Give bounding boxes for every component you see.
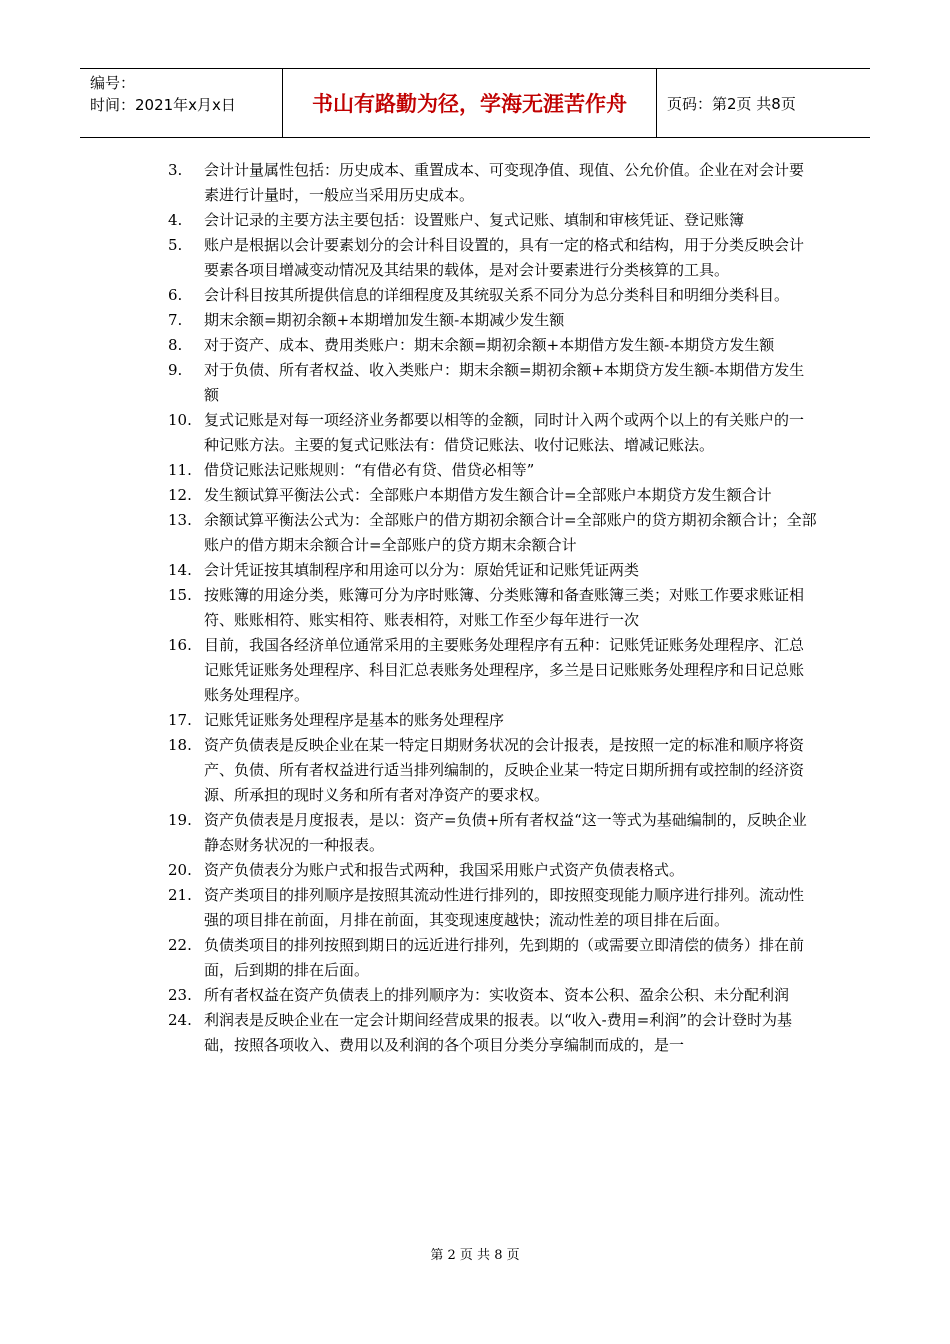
- list-item: [168, 1008, 818, 1058]
- item-number: 20.: [168, 861, 192, 879]
- item-text: 记账凭证账务处理程序是基本的账务处理程序: [204, 711, 505, 729]
- list-item: [168, 583, 818, 633]
- list-item: [168, 883, 818, 933]
- item-number: 5.: [168, 236, 183, 254]
- list-item: [168, 708, 818, 733]
- item-number: 21.: [168, 886, 192, 904]
- item-text: 会计计量属性包括：历史成本、重置成本、可变现净值、现值、公允价值。企业在对会计要素进行计量时，一般应当采用历史成本。: [204, 161, 805, 204]
- time-label: 时间：2021年x月x日: [90, 96, 236, 114]
- item-number: 15.: [168, 586, 192, 604]
- item-number: 12.: [168, 486, 192, 504]
- list-item: [168, 858, 818, 883]
- list-item: [168, 458, 818, 483]
- header-meta: [80, 69, 282, 137]
- item-text: 账户是根据以会计要素划分的会计科目设置的，具有一定的格式和结构，用于分类反映会计要素各项目增减变动情况及其结果的载体，是对会计要素进行分类核算的工具。: [204, 236, 805, 279]
- item-number: 3.: [168, 161, 183, 179]
- item-text: 负债类项目的排列按照到期日的远近进行排列，先到期的（或需要立即清偿的债务）排在前面，后到期的排在后面。: [204, 936, 805, 979]
- document-body: [168, 158, 818, 1058]
- item-text: 资产负债表是月度报表，是以：资产=负债+所有者权益“这一等式为基础编制的，反映企业静态财务状况的一种报表。: [204, 811, 807, 854]
- item-text: 资产负债表分为账户式和报告式两种，我国采用账户式资产负债表格式。: [204, 861, 685, 879]
- item-number: 13.: [168, 511, 192, 529]
- item-number: 16.: [168, 636, 192, 654]
- item-number: 24.: [168, 1011, 192, 1029]
- item-text: 会计记录的主要方法主要包括：设置账户、复式记账、填制和审核凭证、登记账簿: [204, 211, 745, 229]
- item-text: 期末余额=期初余额+本期增加发生额-本期减少发生额: [204, 311, 565, 329]
- list-item: [168, 308, 818, 333]
- list-item: [168, 633, 818, 708]
- item-text: 发生额试算平衡法公式：全部账户本期借方发生额合计=全部账户本期贷方发生额合计: [204, 486, 772, 504]
- list-item: [168, 983, 818, 1008]
- item-number: 4.: [168, 211, 183, 229]
- item-text: 会计凭证按其填制程序和用途可以分为：原始凭证和记账凭证两类: [204, 561, 640, 579]
- list-item: [168, 558, 818, 583]
- item-number: 9.: [168, 361, 183, 379]
- item-text: 借贷记账法记账规则：“有借必有贷、借贷必相等”: [204, 461, 535, 479]
- page-indicator: 页码：第2页 共8页: [667, 94, 796, 113]
- item-number: 22.: [168, 936, 192, 954]
- item-text: 资产负债表是反映企业在某一特定日期财务状况的会计报表，是按照一定的标准和顺序将资产、负债、所有者权益进行适当排列编制的，反映企业某一特定日期所拥有或控制的经济资源、所承担的现时义务和所有者对净资产的要求权。: [204, 736, 805, 804]
- code-label: 编号：: [90, 74, 136, 92]
- item-number: 11.: [168, 461, 192, 479]
- item-number: 19.: [168, 811, 192, 829]
- list-item: [168, 933, 818, 983]
- list-item: [168, 808, 818, 858]
- list-item: [168, 283, 818, 308]
- list-item: [168, 158, 818, 208]
- item-number: 23.: [168, 986, 192, 1004]
- page-footer: 第 2 页 共 8 页: [430, 1248, 520, 1263]
- item-number: 7.: [168, 311, 183, 329]
- item-number: 6.: [168, 286, 183, 304]
- item-text: 资产类项目的排列顺序是按照其流动性进行排列的，即按照变现能力顺序进行排列。流动性强的项目排在前面，月排在前面，其变现速度越快；流动性差的项目排在后面。: [204, 886, 805, 929]
- list-item: [168, 233, 818, 283]
- item-text: 所有者权益在资产负债表上的排列顺序为：实收资本、资本公积、盈余公积、未分配利润: [204, 986, 790, 1004]
- list-item: [168, 483, 818, 508]
- item-number: 8.: [168, 336, 183, 354]
- list-item: [168, 408, 818, 458]
- item-text: 余额试算平衡法公式为：全部账户的借方期初余额合计=全部账户的贷方期初余额合计；全部账户的借方期末余额合计=全部账户的贷方期末余额合计: [204, 511, 817, 554]
- item-text: 利润表是反映企业在一定会计期间经营成果的报表。以“收入-费用=利润”的会计登时为基础，按照各项收入、费用以及利润的各个项目分类分享编制而成的，是一: [204, 1011, 792, 1054]
- list-item: [168, 508, 818, 558]
- item-text: 会计科目按其所提供信息的详细程度及其统驭关系不同分为总分类科目和明细分类科目。: [204, 286, 790, 304]
- item-text: 复式记账是对每一项经济业务都要以相等的金额，同时计入两个或两个以上的有关账户的一种记账方法。主要的复式记账法有：借贷记账法、收付记账法、增减记账法。: [204, 411, 805, 454]
- item-number: 14.: [168, 561, 192, 579]
- header-motto: 书山有路勤为径，学海无涯苦作舟: [282, 69, 657, 137]
- item-text: 对于资产、成本、费用类账户：期末余额=期初余额+本期借方发生额-本期贷方发生额: [204, 336, 775, 354]
- list-item: [168, 358, 818, 408]
- item-text: 按账簿的用途分类，账簿可分为序时账簿、分类账簿和备查账簿三类；对账工作要求账证相符、账账相符、账实相符、账表相符，对账工作至少每年进行一次: [204, 586, 805, 629]
- list-item: [168, 333, 818, 358]
- item-number: 17.: [168, 711, 192, 729]
- item-number: 10.: [168, 411, 192, 429]
- item-text: 对于负债、所有者权益、收入类账户：期末余额=期初余额+本期贷方发生额-本期借方发生额: [204, 361, 805, 404]
- item-text: 目前，我国各经济单位通常采用的主要账务处理程序有五种：记账凭证账务处理程序、汇总记账凭证账务处理程序、科目汇总表账务处理程序，多兰是日记账账务处理程序和日记总账账务处理程序。: [204, 636, 805, 704]
- item-number: 18.: [168, 736, 192, 754]
- list-item: [168, 733, 818, 808]
- list-item: [168, 208, 818, 233]
- page-header: [80, 68, 870, 138]
